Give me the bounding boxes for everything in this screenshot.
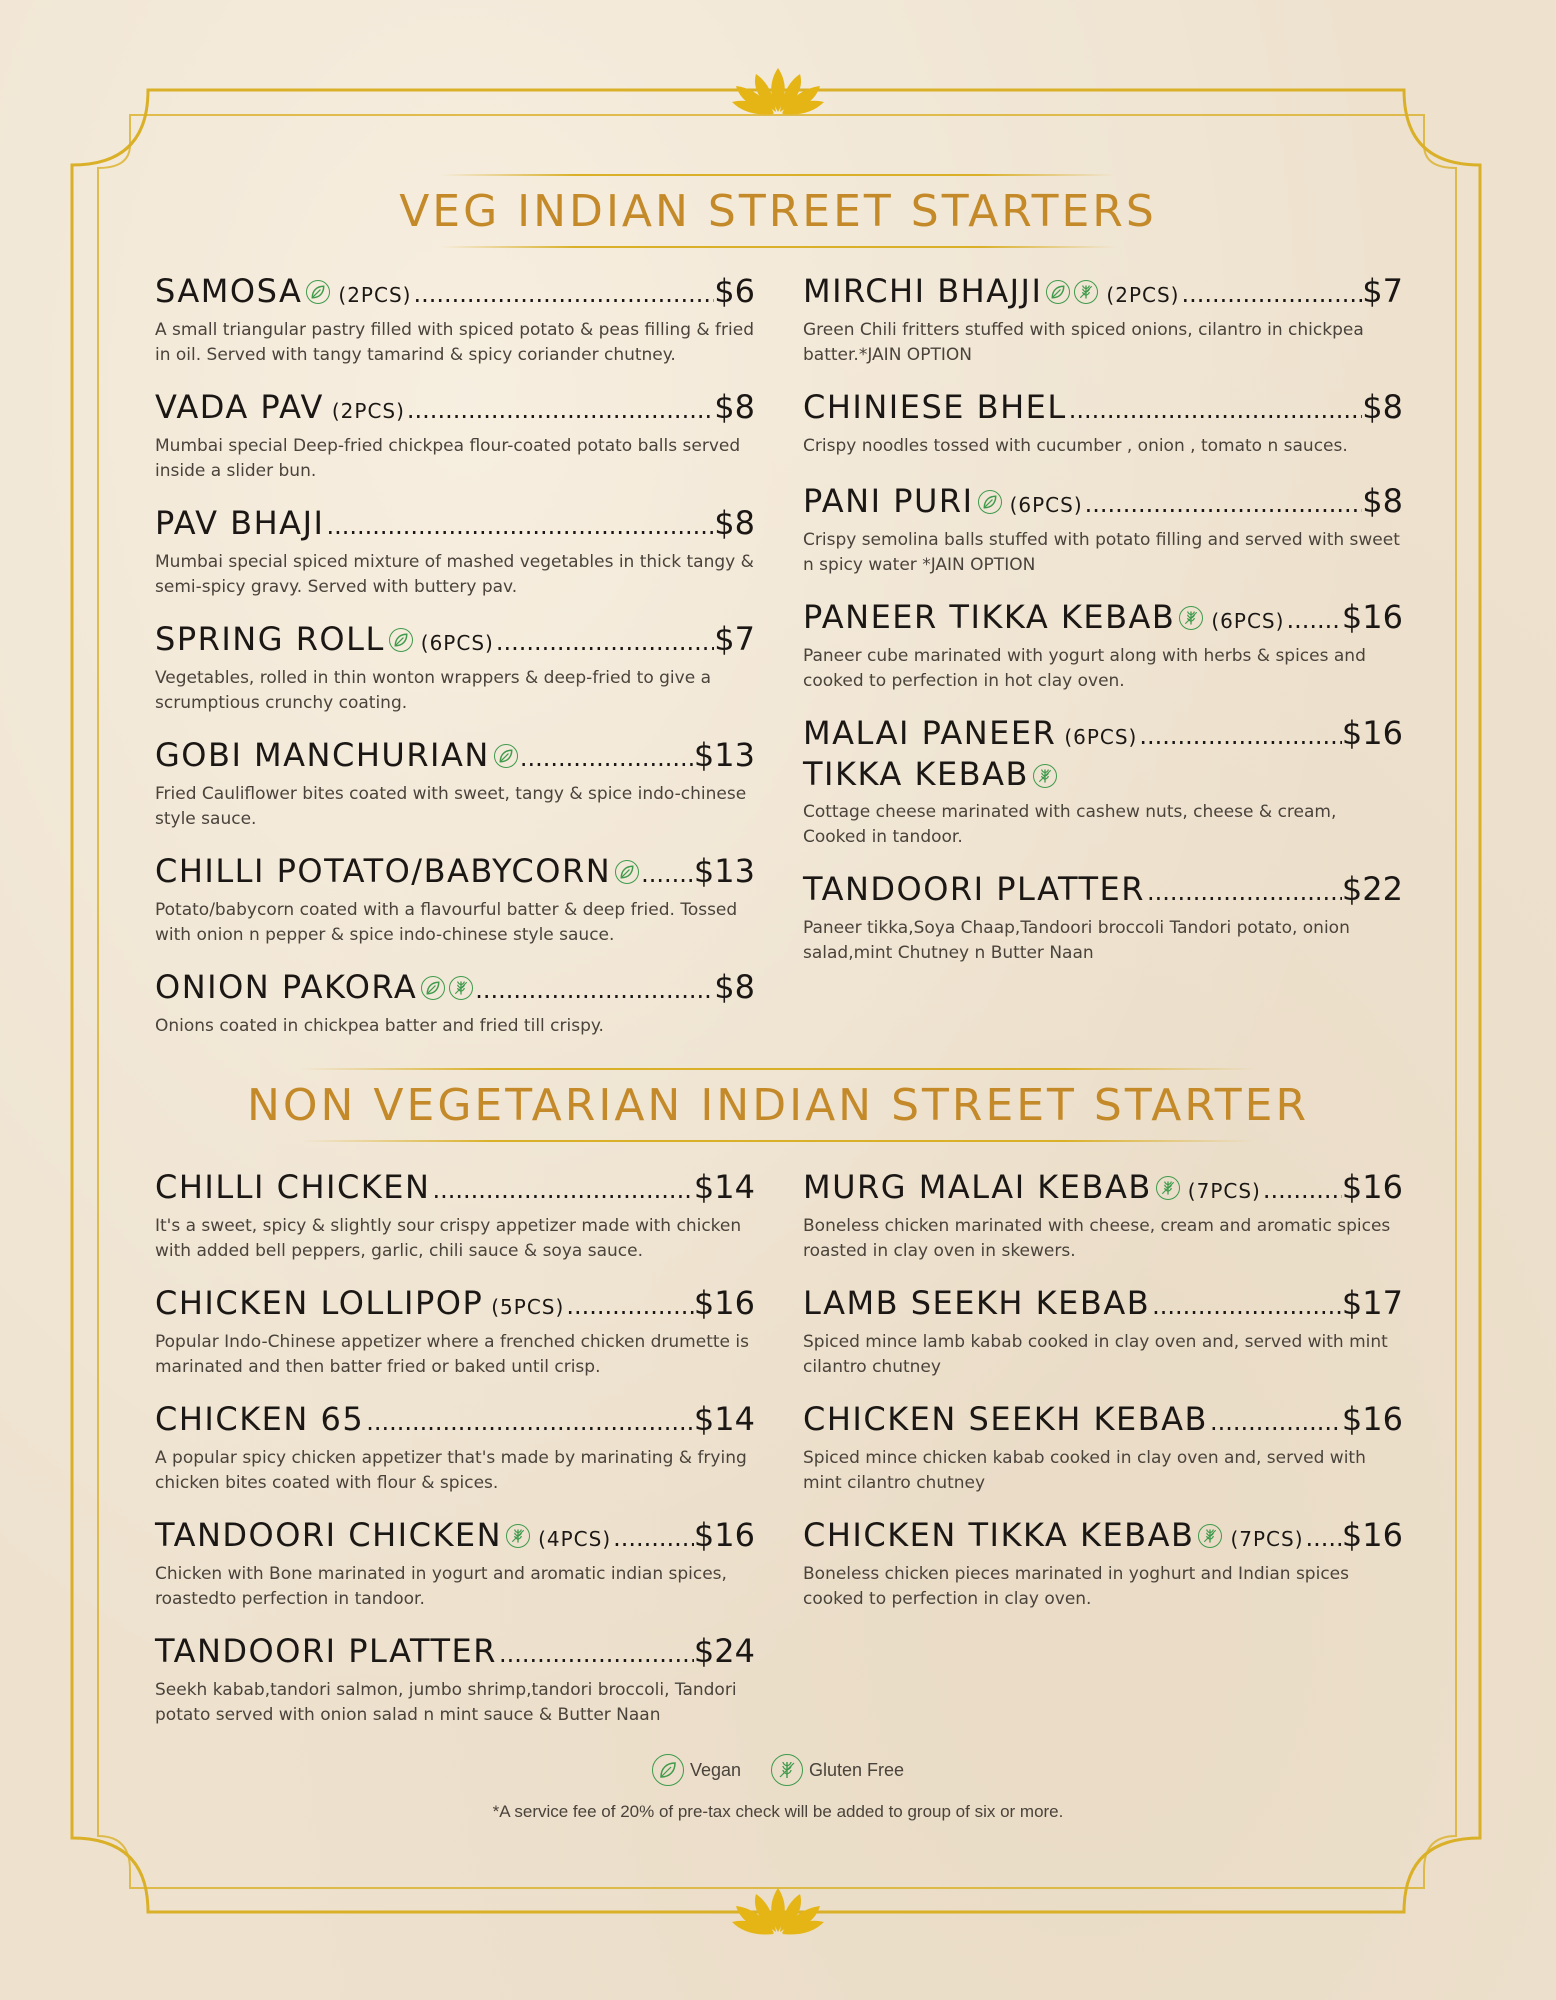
- item-name: GOBI MANCHURIAN: [155, 736, 490, 774]
- item-header: [155, 1284, 755, 1324]
- item-name: MALAI PANEER: [803, 714, 1057, 752]
- item-price: $16: [1341, 598, 1403, 636]
- menu-item-malai-paneer-tikka-kebab: [803, 714, 1403, 850]
- item-header: [803, 1168, 1403, 1208]
- leader-dots: [499, 1640, 694, 1668]
- leader-dots: [366, 1408, 694, 1436]
- item-header: [155, 852, 755, 892]
- leader-dots: [613, 1524, 694, 1552]
- item-name: PANEER TIKKA KEBAB: [803, 598, 1176, 636]
- item-header: [803, 272, 1403, 312]
- gluten-free-wheat-icon: [506, 1524, 530, 1548]
- item-description: Potato/babycorn coated with a flavourful batter & deep fried. Tossed with onion n pepper & spice indo-chinese style sauce.: [155, 900, 738, 945]
- leader-dots: [407, 396, 714, 424]
- item-quantity: (7PCS): [1230, 1527, 1304, 1551]
- item-price: $16: [1341, 1168, 1403, 1206]
- menu-item-chicken-tikka-kebab: [803, 1516, 1403, 1612]
- item-description: It's a sweet, spicy & slightly sour crispy appetizer made with chicken with added bell peppers, garlic, chili sauce & soya sauce.: [155, 1216, 742, 1261]
- menu-item-chicken-65: [155, 1400, 755, 1496]
- lotus-bottom-icon: [732, 1888, 824, 1935]
- item-name: LAMB SEEKH KEBAB: [803, 1284, 1151, 1322]
- gluten-free-wheat-icon: [449, 976, 473, 1000]
- item-quantity: (4PCS): [538, 1527, 612, 1551]
- item-price: $17: [1341, 1284, 1403, 1322]
- menu-item-tandoori-chicken: [155, 1516, 755, 1612]
- item-quantity: (5PCS): [491, 1295, 565, 1319]
- nonveg-section-title: NON VEGETARIAN INDIAN STREET STARTER: [246, 1080, 1310, 1131]
- item-description: Popular Indo-Chinese appetizer where a frenched chicken drumette is marinated and then batter fried or baked until crisp.: [155, 1332, 749, 1377]
- menu-item-onion-pakora: [155, 968, 755, 1039]
- item-name: TANDOORI PLATTER: [155, 1632, 497, 1670]
- item-quantity: (6PCS): [1064, 725, 1138, 749]
- veg-section-title: VEG INDIAN STREET STARTERS: [399, 186, 1157, 237]
- legend-vegan: [652, 1754, 741, 1786]
- vegan-leaf-icon: [652, 1754, 684, 1786]
- item-header: [803, 598, 1403, 638]
- item-quantity: (2PCS): [338, 283, 412, 307]
- item-price: $16: [1341, 1400, 1403, 1438]
- menu-item-samosa: [155, 272, 755, 368]
- item-name-line2: [803, 754, 1403, 794]
- item-header: [803, 388, 1403, 428]
- item-price: $8: [714, 968, 755, 1006]
- leader-dots: [1147, 878, 1342, 906]
- item-header: [803, 870, 1403, 910]
- item-description: A popular spicy chicken appetizer that's made by marinating & frying chicken bites coated with flour & spices.: [155, 1448, 747, 1493]
- menu-item-chiniese-bhel: [803, 388, 1403, 459]
- item-price: $16: [1341, 1516, 1403, 1554]
- item-header: [155, 1400, 755, 1440]
- leader-dots: [641, 860, 694, 888]
- leader-dots: [1085, 490, 1363, 518]
- menu-item-chicken-seekh-kebab: [803, 1400, 1403, 1496]
- item-price: $8: [714, 504, 755, 542]
- item-description: Chicken with Bone marinated in yogurt and aromatic indian spices, roastedto perfection in tandoor.: [155, 1564, 727, 1609]
- item-name: CHICKEN 65: [155, 1400, 365, 1438]
- legend-gluten-free-label: Gluten Free: [809, 1759, 905, 1780]
- leader-dots: [1152, 1292, 1342, 1320]
- title-rule-top: [440, 174, 1116, 176]
- item-quantity: (7PCS): [1187, 1179, 1261, 1203]
- item-price: $6: [714, 272, 755, 310]
- legend-vegan-label: Vegan: [689, 1759, 741, 1780]
- menu-item-pav-bhaji: [155, 504, 755, 600]
- item-price: $13: [693, 852, 755, 890]
- title-rule-bottom: [440, 246, 1116, 248]
- leader-dots: [432, 1176, 693, 1204]
- vegan-leaf-icon: [306, 280, 330, 304]
- item-price: $24: [693, 1632, 755, 1670]
- item-description: Fried Cauliflower bites coated with sweet, tangy & spice indo-chinese style sauce.: [155, 784, 747, 829]
- dietary-legend: [0, 1754, 1556, 1786]
- legend-gluten-free: [771, 1754, 904, 1786]
- item-name: PAV BHAJI: [155, 504, 325, 542]
- menu-item-lamb-seekh-kebab: [803, 1284, 1403, 1380]
- item-description: Green Chili fritters stuffed with spiced onions, cilantro in chickpea batter.*JAIN OPTION: [803, 320, 1364, 365]
- leader-dots: [496, 628, 714, 656]
- item-price: $8: [714, 388, 755, 426]
- item-name: MURG MALAI KEBAB: [803, 1168, 1152, 1206]
- title-rule-top: [300, 1068, 1256, 1070]
- item-header: [155, 736, 755, 776]
- item-description: Paneer cube marinated with yogurt along with herbs & spices and cooked to perfection in hot clay oven.: [803, 646, 1366, 691]
- item-name: CHILLI CHICKEN: [155, 1168, 431, 1206]
- item-description: Paneer tikka,Soya Chaap,Tandoori broccoli Tandori potato, onion salad,mint Chutney n Butter Naan: [803, 918, 1350, 963]
- item-description: A small triangular pastry filled with spiced potato & peas filling & fried in oil. Served with tangy tamarind & spicy coriander chutney.: [155, 320, 755, 365]
- item-quantity: (6PCS): [1009, 493, 1083, 517]
- item-price: $14: [693, 1400, 755, 1438]
- item-header: [155, 1516, 755, 1556]
- item-name: TANDOORI CHICKEN: [155, 1516, 503, 1554]
- item-description: Mumbai special spiced mixture of mashed vegetables in thick tangy & semi-spicy gravy. Served with buttery pav.: [155, 552, 754, 597]
- item-header: [155, 272, 755, 312]
- vegan-leaf-icon: [615, 860, 639, 884]
- item-description: Crispy noodles tossed with cucumber , onion , tomato n sauces.: [803, 436, 1348, 456]
- menu-item-murg-malai-kebab: [803, 1168, 1403, 1264]
- item-header: [803, 482, 1403, 522]
- item-price: $7: [714, 620, 755, 658]
- item-header: [155, 388, 755, 428]
- vegan-leaf-icon: [389, 628, 413, 652]
- item-description: Boneless chicken marinated with cheese, cream and aromatic spices roasted in clay oven in skewers.: [803, 1216, 1391, 1261]
- service-fee-note: *A service fee of 20% of pre-tax check will be added to group of six or more.: [492, 1802, 1064, 1821]
- item-price: $16: [693, 1516, 755, 1554]
- vegan-leaf-icon: [1046, 280, 1070, 304]
- item-quantity: (2PCS): [1106, 283, 1180, 307]
- item-header: [803, 1284, 1403, 1324]
- vegan-leaf-icon: [978, 490, 1002, 514]
- leader-dots: [566, 1292, 694, 1320]
- gluten-free-wheat-icon: [1198, 1524, 1222, 1548]
- item-header: [155, 1632, 755, 1672]
- item-name: CHINIESE BHEL: [803, 388, 1067, 426]
- item-name-continued: TIKKA KEBAB: [803, 755, 1029, 793]
- leader-dots: [413, 280, 714, 308]
- item-header: [155, 620, 755, 660]
- item-name: SAMOSA: [155, 272, 303, 310]
- menu-item-chicken-lollipop: [155, 1284, 755, 1380]
- leader-dots: [1263, 1176, 1342, 1204]
- gluten-free-wheat-icon: [1074, 280, 1098, 304]
- menu-item-tandoori-platter: [155, 1632, 755, 1728]
- item-header: [155, 968, 755, 1008]
- item-price: $13: [693, 736, 755, 774]
- leader-dots: [520, 744, 694, 772]
- item-price: $8: [1362, 388, 1403, 426]
- leader-dots: [1139, 722, 1342, 750]
- item-price: $22: [1341, 870, 1403, 908]
- leader-dots: [1306, 1524, 1342, 1552]
- item-description: Spiced mince lamb kabab cooked in clay oven and, served with mint cilantro chutney: [803, 1332, 1388, 1377]
- vegan-leaf-icon: [494, 744, 518, 768]
- leader-dots: [326, 512, 714, 540]
- item-price: $7: [1362, 272, 1403, 310]
- item-name: CHICKEN SEEKH KEBAB: [803, 1400, 1208, 1438]
- item-header: [155, 504, 755, 544]
- menu-item-paneer-tikka-kebab: [803, 598, 1403, 694]
- leader-dots: [1286, 606, 1341, 634]
- gluten-free-wheat-icon: [771, 1754, 803, 1786]
- menu-item-gobi-manchurian: [155, 736, 755, 832]
- item-quantity: (2PCS): [331, 399, 405, 423]
- item-name: TANDOORI PLATTER: [803, 870, 1145, 908]
- title-rule-bottom: [300, 1140, 1256, 1142]
- menu-item-spring-roll: [155, 620, 755, 716]
- item-price: $16: [693, 1284, 755, 1322]
- leader-dots: [1210, 1408, 1342, 1436]
- menu-item-pani-puri: [803, 482, 1403, 578]
- menu-item-vada-pav: [155, 388, 755, 484]
- item-description: Boneless chicken pieces marinated in yoghurt and Indian spices cooked to perfection in clay oven.: [803, 1564, 1349, 1609]
- item-description: Vegetables, rolled in thin wonton wrappers & deep-fried to give a scrumptious crunchy coating.: [155, 668, 711, 713]
- menu-item-mirchi-bhajji: [803, 272, 1403, 368]
- gluten-free-wheat-icon: [1033, 764, 1057, 788]
- item-name: CHICKEN LOLLIPOP: [155, 1284, 484, 1322]
- gluten-free-wheat-icon: [1156, 1176, 1180, 1200]
- item-price: $14: [693, 1168, 755, 1206]
- menu-item-chilli-potato-babycorn: [155, 852, 755, 948]
- menu-item-tandoori-platter: [803, 870, 1403, 966]
- gluten-free-wheat-icon: [1179, 606, 1203, 630]
- item-header: [803, 714, 1403, 754]
- item-header: [155, 1168, 755, 1208]
- item-header: [803, 1516, 1403, 1556]
- item-price: $16: [1341, 714, 1403, 752]
- item-name: CHILLI POTATO/BABYCORN: [155, 852, 612, 890]
- leader-dots: [1069, 396, 1363, 424]
- item-description: Spiced mince chicken kabab cooked in clay oven and, served with mint cilantro chutney: [803, 1448, 1366, 1493]
- item-name: PANI PURI: [803, 482, 974, 520]
- item-name: MIRCHI BHAJJI: [803, 272, 1043, 310]
- item-name: SPRING ROLL: [155, 620, 385, 658]
- item-name: ONION PAKORA: [155, 968, 418, 1006]
- leader-dots: [1181, 280, 1362, 308]
- vegan-leaf-icon: [421, 976, 445, 1000]
- item-quantity: (6PCS): [1211, 609, 1285, 633]
- lotus-top-icon: [732, 68, 824, 115]
- item-header: [803, 1400, 1403, 1440]
- item-price: $8: [1362, 482, 1403, 520]
- menu-item-chilli-chicken: [155, 1168, 755, 1264]
- item-quantity: (6PCS): [420, 631, 494, 655]
- item-description: Onions coated in chickpea batter and fried till crispy.: [155, 1016, 604, 1036]
- item-name: CHICKEN TIKKA KEBAB: [803, 1516, 1195, 1554]
- item-description: Seekh kabab,tandori salmon, jumbo shrimp,tandori broccoli, Tandori potato served with onion salad n mint sauce & Butter Naan: [155, 1680, 737, 1725]
- item-description: Mumbai special Deep-fried chickpea flour-coated potato balls served inside a slider bun.: [155, 436, 741, 481]
- item-description: Cottage cheese marinated with cashew nuts, cheese & cream, Cooked in tandoor.: [803, 802, 1337, 847]
- leader-dots: [475, 976, 714, 1004]
- item-name: VADA PAV: [155, 388, 324, 426]
- item-description: Crispy semolina balls stuffed with potato filling and served with sweet n spicy water *JAIN OPTION: [803, 530, 1400, 575]
